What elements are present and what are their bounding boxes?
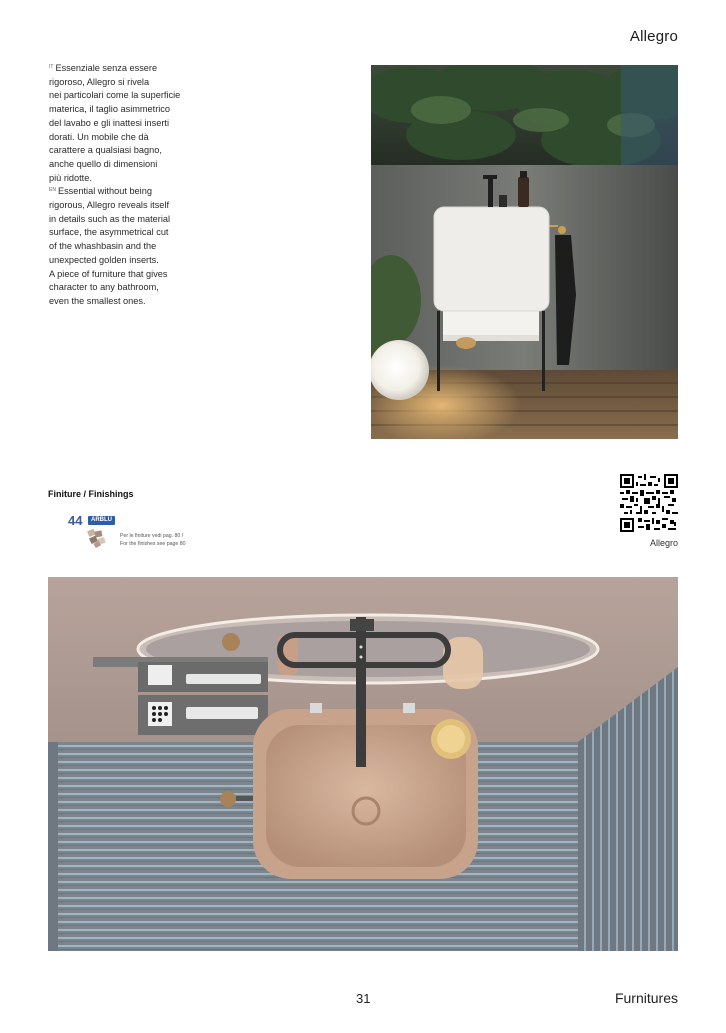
intro-english <box>49 185 224 308</box>
text-line: in details such as the material <box>49 213 171 224</box>
page-number: 31 <box>356 991 371 1006</box>
finishes-label: Finiture / Finishings <box>48 489 134 499</box>
text-line: unexpected golden inserts. <box>49 254 159 265</box>
text-line: character to any bathroom, <box>49 282 159 293</box>
text-line: Essential without being <box>57 186 152 197</box>
finishes-note-it: Per le finiture vedi pag. 80 / <box>120 533 184 539</box>
text-line: più ridotte. <box>49 172 92 183</box>
text-line: rigorous, Allegro reveals itself <box>49 200 170 211</box>
text-line: surface, the asymmetrical cut <box>49 227 169 238</box>
product-photo-topview <box>48 577 678 951</box>
text-line: Essenziale senza essere <box>55 63 158 73</box>
text-line: even the smallest ones. <box>49 295 146 306</box>
washbasin-topview-illustration <box>48 577 678 951</box>
intro-text <box>49 62 224 309</box>
lang-marker-en: EN <box>49 187 56 194</box>
text-line: nei particolari come la superficie <box>49 90 181 101</box>
finish-swatches-icon <box>86 528 112 548</box>
finish-code-number: 44 <box>68 513 83 528</box>
qr-code-icon[interactable] <box>620 474 678 532</box>
washbasin-outdoor-illustration <box>371 65 678 439</box>
text-line: A piece of furniture that gives <box>49 268 168 279</box>
product-photo-outdoor <box>371 65 678 439</box>
finishes-note-en: For the finishes see page 80 <box>120 541 186 547</box>
text-line: del lavabo e gli inattesi inserti <box>49 117 170 128</box>
text-line: rigoroso, Allegro si rivela <box>49 76 150 87</box>
text-line: anche quello di dimensioni <box>49 158 158 169</box>
intro-italian <box>49 62 224 185</box>
page-title: Allegro <box>629 28 678 45</box>
qr-caption: Allegro <box>649 538 678 548</box>
text-line: materica, il taglio asimmetrico <box>49 104 171 115</box>
lang-marker-it: IT <box>49 64 54 70</box>
finish-brand-badge: ARBLU <box>88 516 115 525</box>
section-label: Furnitures <box>614 990 678 1006</box>
text-line: of the whashbasin and the <box>49 241 157 252</box>
finishes-note <box>120 532 185 548</box>
text-line: carattere a qualsiasi bagno, <box>49 145 162 156</box>
text-line: dorati. Un mobile che dà <box>49 131 149 142</box>
